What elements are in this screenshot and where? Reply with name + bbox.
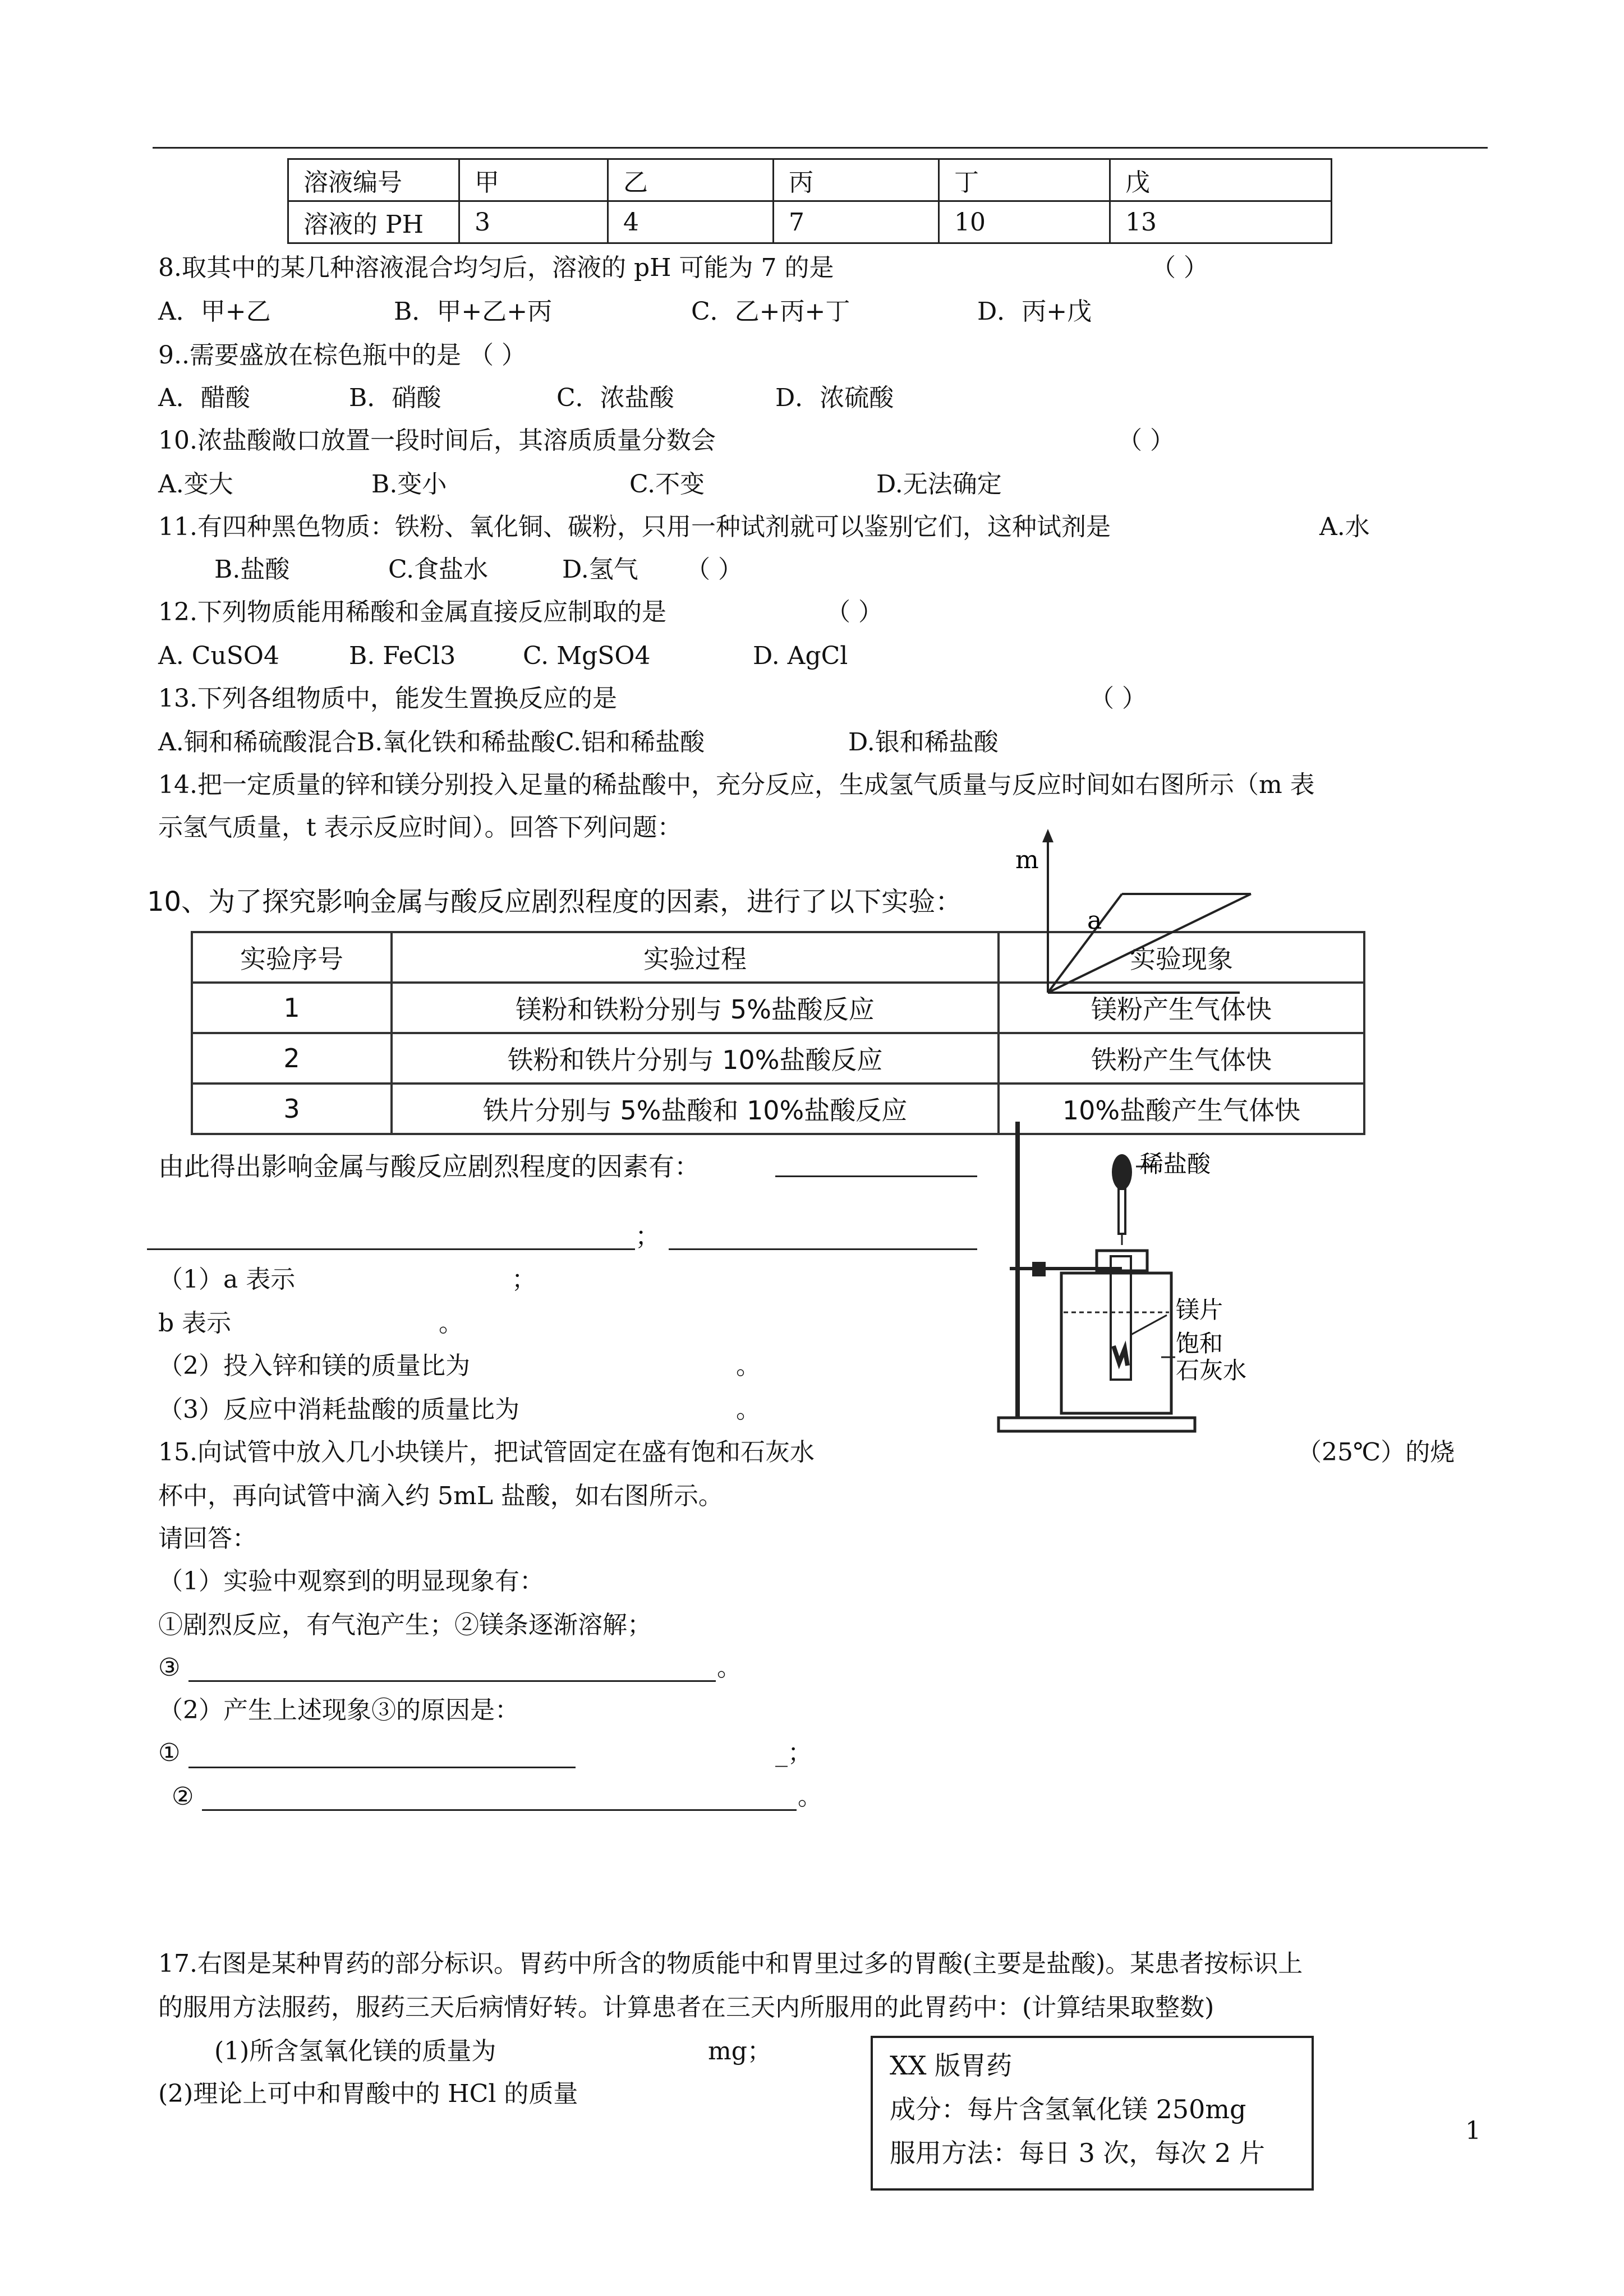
question-17-cont: 的服用方法服药，服药三天后病情好转。计算患者在三天内所服用的此胃药中：(计算结果取整数) xyxy=(158,1993,1214,2022)
option: D.氢气 xyxy=(562,555,638,584)
label-lime-1: 饱和 xyxy=(1176,1330,1223,1357)
punct: ； xyxy=(512,1265,536,1294)
inset-conclusion: 由此得出影响金属与酸反应剧烈程度的因素有： xyxy=(158,1151,700,1182)
answer-paren: （ ） xyxy=(1089,684,1147,713)
ph-table xyxy=(287,158,1332,244)
table-header: 实验过程 xyxy=(392,932,999,983)
table-cell: 13 xyxy=(1110,201,1332,243)
table-row xyxy=(192,1033,1364,1084)
question-8: 8.取其中的某几种溶液混合均匀后，溶液的 pH 可能为 7 的是 xyxy=(158,253,834,282)
medicine-name: XX 版胃药 xyxy=(890,2050,1013,2081)
option: A. CuSO4 xyxy=(158,642,279,670)
inset-heading: 10、为了探究影响金属与酸反应剧烈程度的因素，进行了以下实验： xyxy=(147,886,963,918)
unit: mg； xyxy=(708,2037,772,2066)
label-lime-2: 石灰水 xyxy=(1176,1357,1247,1384)
question-15-2: （2）产生上述现象③的原因是： xyxy=(158,1696,519,1725)
question-15-end: （25℃）的烧 xyxy=(1297,1438,1455,1467)
option: C.不变 xyxy=(629,470,705,499)
header-rule xyxy=(153,147,1488,149)
question-15-cont: 杯中，再向试管中滴入约 5mL 盐酸，如右图所示。 xyxy=(158,1482,723,1510)
question-14-3: （3）反应中消耗盐酸的质量比为 xyxy=(158,1395,519,1424)
option: B．甲+乙+丙 xyxy=(394,297,553,326)
table-cell: 1 xyxy=(192,983,392,1033)
table-row xyxy=(288,201,1332,243)
option: B. FeCl3 xyxy=(349,642,456,670)
blank-mark: ② xyxy=(172,1782,194,1811)
answer-paren: （ ） xyxy=(1117,426,1175,455)
table-cell: 铁粉和铁片分别与 10%盐酸反应 xyxy=(392,1033,999,1084)
table-header: 实验现象 xyxy=(999,932,1364,983)
table-cell: 10 xyxy=(939,201,1110,243)
table-cell: 丁 xyxy=(939,159,1110,201)
question-15-1: （1）实验中观察到的明显现象有： xyxy=(158,1567,544,1596)
option: D．丙+戊 xyxy=(977,297,1092,326)
table-cell: 10%盐酸产生气体快 xyxy=(999,1084,1364,1134)
table-cell: 镁粉产生气体快 xyxy=(999,983,1364,1033)
option: A.铜和稀硫酸混合B.氧化铁和稀盐酸C.铝和稀盐酸 xyxy=(158,728,705,757)
table-cell: 甲 xyxy=(459,159,608,201)
table-cell: 铁粉产生气体快 xyxy=(999,1033,1364,1084)
page-number: 1 xyxy=(1465,2117,1481,2145)
option: A．甲+乙 xyxy=(158,297,271,326)
table-row xyxy=(288,159,1332,201)
option: D.银和稀盐酸 xyxy=(848,728,999,757)
medicine-dosage: 服用方法：每日 3 次，每次 2 片 xyxy=(890,2138,1266,2168)
answer-paren: （ ） xyxy=(1151,253,1208,282)
question-11: 11.有四种黑色物质：铁粉、氧化铜、碳粉，只用一种试剂就可以鉴别它们，这种试剂是 xyxy=(158,513,1111,541)
question-17: 17.右图是某种胃药的部分标识。胃药中所含的物质能中和胃里过多的胃酸(主要是盐酸)。某患者按标识上 xyxy=(158,1949,1303,1978)
hydrogen-mass-graph xyxy=(1004,824,1262,1009)
punct: _； xyxy=(775,1739,812,1767)
label-acid: 稀盐酸 xyxy=(1140,1150,1211,1178)
table-cell: 3 xyxy=(459,201,608,243)
label-magnesium: 镁片 xyxy=(1176,1296,1223,1324)
blank-mark: ① xyxy=(158,1739,181,1767)
medicine-ingredient: 成分：每片含氢氧化镁 250mg xyxy=(890,2094,1246,2124)
table-cell: 3 xyxy=(192,1084,392,1134)
option: B.变小 xyxy=(371,470,447,499)
option: A．醋酸 xyxy=(158,384,250,412)
table-cell: 溶液的 PH xyxy=(288,201,459,243)
answer-paren: （ ） xyxy=(826,598,883,626)
option: C．乙+丙+丁 xyxy=(691,297,850,326)
table-cell: 铁片分别与 5%盐酸和 10%盐酸反应 xyxy=(392,1084,999,1134)
fill-blank-line xyxy=(775,1175,977,1177)
option: C. MgSO4 xyxy=(523,642,651,670)
option: B．硝酸 xyxy=(349,384,441,412)
option: D.无法确定 xyxy=(876,470,1002,499)
fill-blank-line xyxy=(669,1248,977,1250)
question-12: 12.下列物质能用稀酸和金属直接反应制取的是 xyxy=(158,598,666,626)
fill-blank-line xyxy=(147,1248,635,1250)
question-15-1-text: ①剧烈反应，有气泡产生；②镁条逐渐溶解； xyxy=(158,1611,652,1639)
apparatus-diagram xyxy=(999,1122,1247,1441)
question-14-1-b: b 表示 xyxy=(158,1309,232,1338)
punct: 。 xyxy=(736,1352,761,1380)
punct: 。 xyxy=(439,1309,463,1338)
question-17-2: (2)理论上可中和胃酸中的 HCl 的质量 xyxy=(158,2080,578,2108)
question-14-1: （1）a 表示 xyxy=(158,1265,296,1294)
question-10: 10.浓盐酸敞口放置一段时间后，其溶质质量分数会 xyxy=(158,426,716,455)
y-axis-label: m xyxy=(1015,846,1039,874)
question-15-prompt: 请回答： xyxy=(158,1524,257,1553)
table-header: 实验序号 xyxy=(192,932,392,983)
table-cell: 乙 xyxy=(608,159,774,201)
table-cell: 镁粉和铁粉分别与 5%盐酸反应 xyxy=(392,983,999,1033)
table-cell: 7 xyxy=(774,201,939,243)
question-14-cont: 示氢气质量，t 表示反应时间）。回答下列问题： xyxy=(158,813,682,842)
option: A.变大 xyxy=(158,470,233,499)
table-cell: 丙 xyxy=(774,159,939,201)
option: D．浓硫酸 xyxy=(775,384,894,412)
table-cell: 溶液编号 xyxy=(288,159,459,201)
punct: 。 xyxy=(798,1782,822,1811)
option: A.水 xyxy=(1319,513,1370,541)
curve-label-a: a xyxy=(1087,906,1102,935)
fill-blank-line xyxy=(188,1767,576,1768)
fill-blank-line xyxy=(202,1809,797,1811)
table-cell: 2 xyxy=(192,1033,392,1084)
question-17-1: (1)所含氢氧化镁的质量为 xyxy=(214,2037,496,2066)
table-cell: 戊 xyxy=(1110,159,1332,201)
option: B.盐酸 xyxy=(214,555,290,584)
question-15: 15.向试管中放入几小块镁片，把试管固定在盛有饱和石灰水 xyxy=(158,1438,815,1467)
question-13: 13.下列各组物质中，能发生置换反应的是 xyxy=(158,684,617,713)
table-cell: 4 xyxy=(608,201,774,243)
punct: 。 xyxy=(736,1395,761,1424)
question-14: 14.把一定质量的锌和镁分别投入足量的稀盐酸中，充分反应，生成氢气质量与反应时间如右图所示（m 表 xyxy=(158,771,1315,799)
question-14-2: （2）投入锌和镁的质量比为 xyxy=(158,1352,470,1380)
option: C．浓盐酸 xyxy=(556,384,674,412)
blank-mark: ③ xyxy=(158,1653,181,1682)
option: D. AgCl xyxy=(753,642,848,670)
medicine-label-box xyxy=(871,2036,1314,2191)
question-9: 9..需要盛放在棕色瓶中的是 （ ） xyxy=(158,341,526,370)
answer-paren: （ ） xyxy=(686,555,743,584)
punct: 。 xyxy=(717,1653,742,1682)
inset-semicolon: ； xyxy=(635,1221,661,1251)
option: C.食盐水 xyxy=(388,555,489,584)
fill-blank-line xyxy=(188,1680,716,1682)
